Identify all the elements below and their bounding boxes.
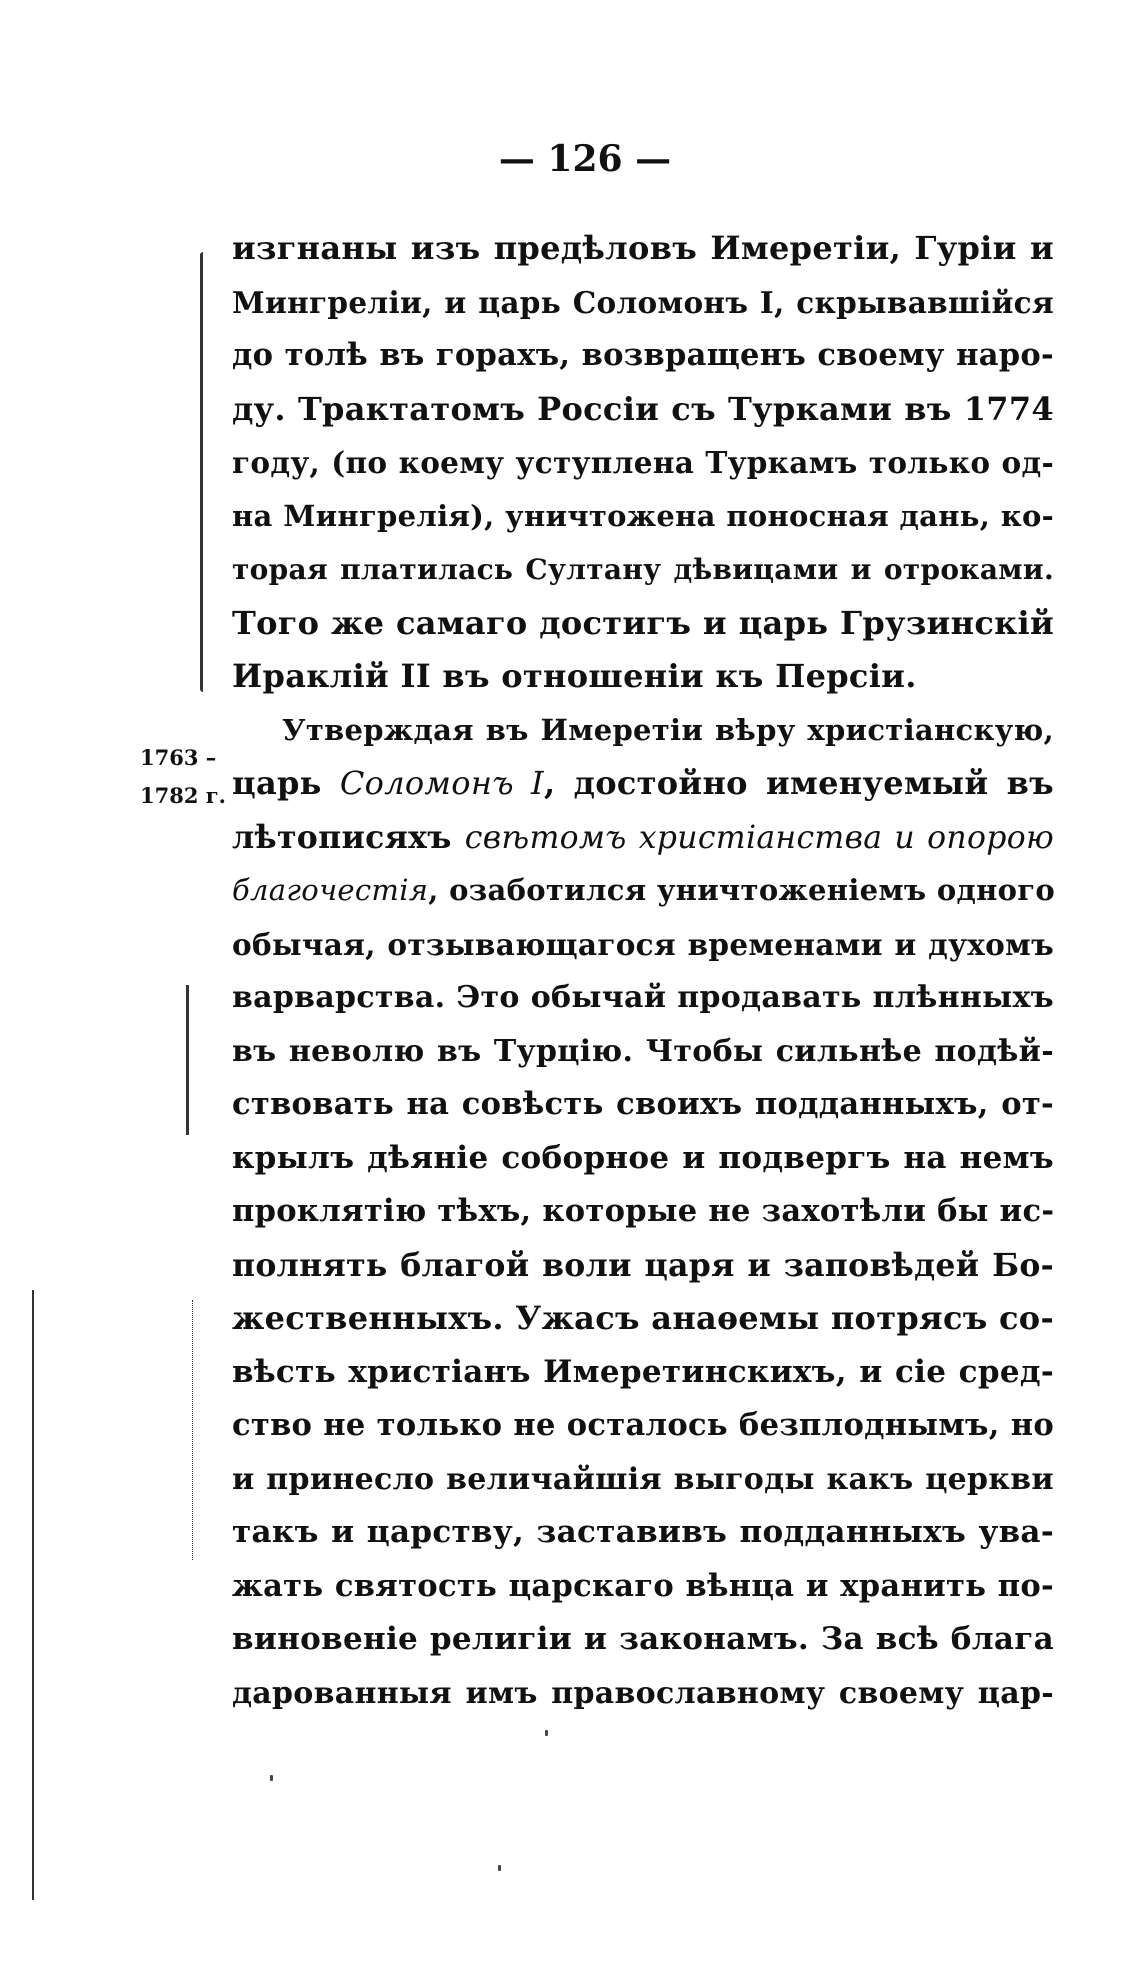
text-segment: такъ и царству, заставивъ подданныхъ ува- bbox=[232, 1514, 1054, 1550]
text-segment: царь bbox=[232, 764, 340, 802]
text-line bbox=[232, 1613, 1054, 1667]
text-segment: ствовать на совѣсть своихъ подданныхъ, от- bbox=[232, 1086, 1054, 1122]
margin-mark bbox=[192, 1300, 193, 1560]
margin-bracket-lower bbox=[186, 985, 189, 1135]
text-line bbox=[232, 276, 1054, 330]
text-line bbox=[232, 1025, 1054, 1079]
italic-text: Соломонъ I bbox=[339, 764, 544, 802]
text-segment: жественныхъ. Ужасъ анаѳемы потрясъ со- bbox=[232, 1299, 1055, 1337]
text-segment: Мингреліи, и царь Соломонъ I, скрывавшійся bbox=[232, 284, 1054, 320]
text-segment: варварства. Это обычай продавать плѣнныхъ bbox=[232, 980, 1054, 1015]
text-line bbox=[232, 543, 1054, 597]
text-segment: виновеніе религіи и законамъ. За всѣ блага bbox=[232, 1621, 1054, 1657]
page-number: — 126 — bbox=[498, 138, 672, 180]
text-line bbox=[232, 1560, 1054, 1614]
text-segment: Утверждая въ Имеретіи вѣру христіанскую, bbox=[282, 712, 1054, 747]
margin-date-end: 1782 г. bbox=[140, 783, 226, 808]
italic-text: свѣтомъ христіанства и опорою bbox=[464, 819, 1054, 856]
binding-edge-mark bbox=[32, 1290, 34, 1900]
text-segment: крылъ дѣяніе соборное и подвергъ на немъ bbox=[232, 1139, 1054, 1176]
speck bbox=[270, 1775, 273, 1781]
text-segment: въ неволю въ Турцію. Чтобы сильнѣе подѣй- bbox=[232, 1033, 1054, 1069]
text-segment: жать святость царскаго вѣнца и хранить по- bbox=[232, 1567, 1054, 1604]
text-line bbox=[232, 436, 1054, 490]
body-text bbox=[232, 222, 1054, 1720]
text-segment: , озаботился уничтоженіемъ одного bbox=[428, 873, 1055, 907]
text-segment: Ираклій II въ отношеніи къ Персіи. bbox=[232, 657, 917, 695]
text-line bbox=[232, 1078, 1054, 1132]
text-segment: вѣсть христіанъ Имеретинскихъ, и сіе сред- bbox=[232, 1353, 1054, 1390]
text-line bbox=[232, 1239, 1054, 1293]
text-line bbox=[232, 1399, 1054, 1453]
text-segment: на Мингрелія), уничтожена поносная дань, ко- bbox=[232, 498, 1054, 533]
text-line bbox=[232, 864, 1054, 918]
text-segment: лѣтописяхъ bbox=[232, 818, 465, 856]
text-line bbox=[232, 811, 1054, 865]
text-line bbox=[232, 650, 1054, 704]
text-segment: проклятію тѣхъ, которые не захотѣли бы ис- bbox=[232, 1193, 1055, 1229]
text-segment: торая платилась Султану дѣвицами и отроками. bbox=[232, 553, 1054, 586]
text-segment: , достойно именуемый въ bbox=[543, 764, 1055, 802]
text-segment: ство не только не осталось безплоднымъ, но bbox=[232, 1407, 1054, 1443]
speck bbox=[545, 1730, 548, 1736]
text-segment: до толѣ въ горахъ, возвращенъ своему наро- bbox=[232, 337, 1054, 373]
text-line bbox=[232, 757, 1054, 811]
text-segment: дарованныя имъ православному своему цар- bbox=[232, 1675, 1054, 1711]
text-line bbox=[232, 1132, 1054, 1186]
text-segment: ду. Трактатомъ Россіи съ Турками въ 1774 bbox=[232, 389, 1054, 428]
text-line bbox=[232, 1453, 1054, 1507]
speck bbox=[498, 1865, 501, 1871]
text-line bbox=[232, 597, 1054, 651]
text-segment: обычая, отзывающагося временами и духомъ bbox=[232, 926, 1054, 962]
text-line bbox=[232, 1292, 1054, 1346]
margin-date-start: 1763 – bbox=[140, 745, 217, 770]
text-line bbox=[232, 329, 1054, 383]
text-line bbox=[232, 383, 1054, 437]
text-line bbox=[232, 490, 1054, 544]
margin-bracket-upper bbox=[200, 252, 203, 692]
italic-text: благочестія bbox=[232, 873, 429, 907]
text-segment: году, (по коему уступлена Туркамъ только од- bbox=[232, 445, 1054, 480]
text-segment: изгнаны изъ предѣловъ Имеретіи, Гуріи и bbox=[232, 229, 1054, 267]
text-line bbox=[232, 971, 1054, 1025]
text-line bbox=[232, 1506, 1054, 1560]
text-line bbox=[232, 222, 1054, 276]
text-line bbox=[232, 918, 1054, 972]
text-line bbox=[232, 704, 1054, 758]
text-segment: полнять благой воли царя и заповѣдей Бо- bbox=[232, 1246, 1054, 1284]
text-line bbox=[232, 1346, 1054, 1400]
text-line bbox=[232, 1667, 1054, 1721]
text-segment: и принесло величайшія выгоды какъ церкви bbox=[232, 1461, 1054, 1497]
text-segment: Того же самаго достигъ и царь Грузинскій bbox=[232, 603, 1054, 642]
text-line bbox=[232, 1185, 1054, 1239]
